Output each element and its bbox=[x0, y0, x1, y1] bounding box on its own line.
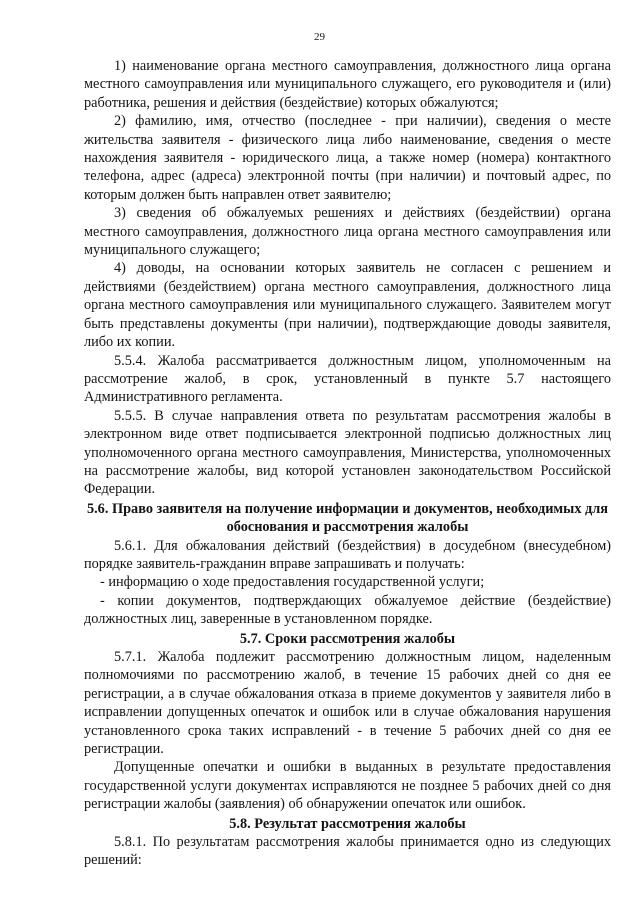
paragraph-5-7-1: 5.7.1. Жалоба подлежит рассмотрению должностным лицом, наделенным полномочиями по рассмотрению жалоб, в течение 15 рабочих дней со дня ее регистрации, а в случае обжалования отказа в приеме документов у заявителя либо в исправлении допущенных опечаток и ошибок или в случае обжалования нарушения установленного срока таких исправлений - в течение 5 рабочих дней со дня ее регистрации. bbox=[84, 649, 611, 758]
section-heading-5-6: 5.6. Право заявителя на получение информации и документов, необходимых для обоснования и рассмотрения жалобы bbox=[86, 500, 609, 536]
list-item-copies: - копии документов, подтверждающих обжалуемое действие (бездействие) должностных лиц, заверенные в установленном порядке. bbox=[84, 592, 611, 628]
paragraph-5-5-5: 5.5.5. В случае направления ответа по результатам рассмотрения жалобы в электронном виде ответ подписывается электронной подписью должностных лиц уполномоченного органа местного самоуправления, Министерства, уполномоченных на рассмотрение жалобы, вид которой установлен законодательством Российской Федерации. bbox=[84, 407, 611, 498]
list-item-information: - информацию о ходе предоставления государственной услуги; bbox=[100, 574, 485, 591]
section-heading-5-7: 5.7. Сроки рассмотрения жалобы bbox=[239, 630, 456, 647]
paragraph-5-6-1: 5.6.1. Для обжалования действий (бездействия) в досудебном (внесудебном) порядке заявитель-гражданин вправе запрашивать и получать: bbox=[84, 537, 611, 572]
section-heading-5-8: 5.8. Результат рассмотрения жалобы bbox=[229, 815, 466, 832]
paragraph-item-1: 1) наименование органа местного самоуправления, должностного лица органа местного самоуправления или муниципального служащего, его руководителя и (или) работника, решения и действия (бездействие) которых обжалуются; bbox=[84, 58, 611, 111]
paragraph-item-3: 3) сведения об обжалуемых решениях и действиях (бездействии) органа местного самоуправления, должностного лица органа местного самоуправления или муниципального служащего; bbox=[84, 205, 611, 259]
paragraph-item-4: 4) доводы, на основании которых заявитель не согласен с решением и действиями (бездействием) органа местного самоуправления, должностного лица органа местного самоуправления или муниципального служащего. Заявителем могут быть представлены документы (при наличии), подтверждающие доводы заявителя, либо их копии. bbox=[84, 260, 611, 351]
paragraph-5-5-4: 5.5.4. Жалоба рассматривается должностным лицом, уполномоченным на рассмотрение жалоб, в срок, установленный в пункте 5.7 настоящего Административного регламента. bbox=[84, 352, 611, 406]
paragraph-item-2: 2) фамилию, имя, отчество (последнее - при наличии), сведения о месте жительства заявителя - физического лица либо наименование, сведения о месте нахождения заявителя - юридического лица, а также номер (номера) контактного телефона, адрес (адреса) электронной почты (при наличии) и почтовый адрес, по которым должен быть направлен ответ заявителю; bbox=[84, 113, 611, 203]
page-number: 29 bbox=[314, 31, 325, 43]
paragraph-typos: Допущенные опечатки и ошибки в выданных в результате предоставления государственной услуги документах исправляются не позднее 5 рабочих дней со дня регистрации жалобы (заявления) об обнаружении опечаток или ошибок. bbox=[84, 759, 611, 813]
paragraph-5-8-1: 5.8.1. По результатам рассмотрения жалобы принимается одно из следующих решений: bbox=[84, 834, 611, 869]
